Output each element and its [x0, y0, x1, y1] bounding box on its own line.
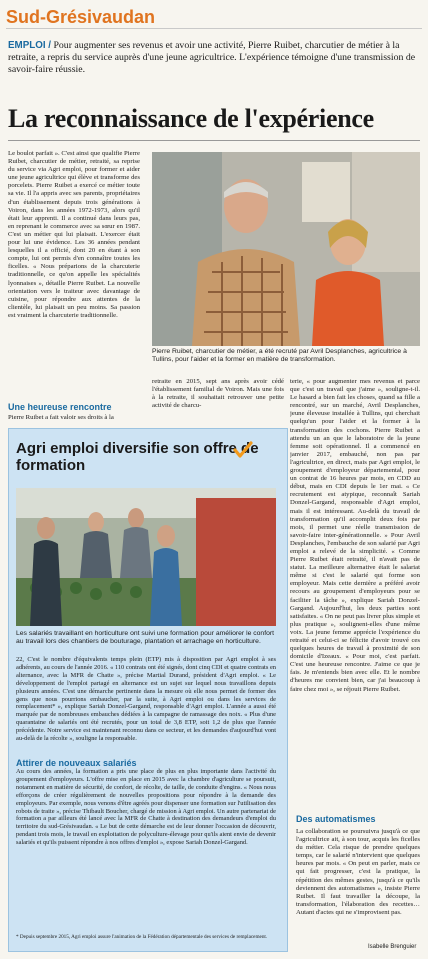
section-title: Sud-Grésivaudan	[6, 7, 156, 27]
article-column-4: La collaboration se poursuivra jusqu'à ce que l'agricultrice ait, à son tour, acquis les ficelles du métier. Cela risque de prendre quelques temps, car le salarié n'intervient que quelques heures par mois. « On peut en parler, mais ce qui fait progresser, c'est la pratique, la répétition des mêmes gestes, jusqu'à ce qu'ils deviennent des automatismes », insiste Pierre Ruibet. Il faut travailler la découpe, la transformation, l'élaboration des recettes… Autant d'actes qui ne s'improvisent pas.	[296, 828, 420, 916]
article-column-1: Le boulot parfait ». C'est ainsi que qualifie Pierre Ruibet, charcutier de métier, retraité, sa reprise du service via Agri emploi, pour former et aider une jeune agricultrice qui élève et transforme des porcelets. Pierre Ruibet a exercé ce métier toute sa vie. Il l'a appris avec ses parents, propriétaires d'un établissement depuis trois générations à Voiron, dans les années 1972-1973, alors qu'il était leur apprenti. Il a continué dans leurs pas, en reprenant le commerce avec sa sœur en 1987. C'est un métier qui lui plaisait. L'exercer était pour lui une évidence. Les 36 années pendant lesquelles il a officié, dont 20 en étant à son compte, lui ont permis d'en connaître toutes les ficelles. « Nous préparions de la charcuterie traditionnelle, ce qu'on appelle les spécialités lyonnaises », détaille Pierre Ruibet. La nouvelle orientation vers le traiteur avec davantage de cuisine, pour répondre aux attentes de la clientèle, lui plaisait un peu moins. Sa passion est vraiment la charcuterie traditionnelle.	[8, 150, 140, 319]
box-text-2: Au cours des années, la formation a pris une place de plus en plus importante dans l'activité du groupement d'employeurs. L'offre mise en place en 2015 avec la chambre d'agriculture se poursuit, notamment en matière de sécurité, de confort, de récolte, de taille, de conduite d'engins. « Nous nous efforçons de créer régulièrement de nouvelles propositions pour répondre à la demande des employeurs. Par exemple, nous venons d'être agréés pour dispenser une formation sur l'utilisation des robots de traite », précise Thibault Boucher, chargé de mission à Agri emploi. Un autre partenariat de formation a par ailleurs été lancé avec la MFR de Chatte à destination des demandeurs d'emploi du territoire du sud-Grésivaudan. « Le but de cette démarche est de leur donner l'occasion de découvrir, pendant trois mois, le travail en exploitation de polyculture-élevage pour qu'ils aient envie de devenir salariés et qu'ils puissent répondre à nos offres d'emploi », expose Sariah Donzel-Gargand.	[16, 768, 276, 847]
subhead-attirer-salaries: Attirer de nouveaux salariés	[16, 758, 137, 768]
subhead-automatismes: Des automatismes	[296, 814, 376, 824]
title-divider	[8, 140, 420, 141]
lead-paragraph	[8, 40, 420, 76]
article-column-3: terie, « pour augmenter mes revenus et parce que c'est un travail que j'aime », souligne-t-il. Le hasard a bien fait les choses, quand sa fille a rencontré, sur un marché, Avril Desplanches, jeune éleveuse installée à Tullins, qui cherchait quelqu'un pour l'aider et la former à la transformation des cochons. Pierre Ruibet a attendu un an que le laboratoire de la jeune femme soit opérationnel. Il a commencé en janvier 2017, embauché, non pas par l'agricultrice, en direct, mais par Agri emploi, le groupement d'employeur départemental, pour un contrat de 16 heures par mois, en CDD au début, mais en CDI depuis le 1er mai. « Ce recrutement est atypique, reconnaît Sariah Donzel-Gargand, responsable d'Agri emploi, mais il est intéressant. Au-delà du travail de transformation qu'il accomplit deux fois par mois, il permet une réelle transmission de savoir-faire inter-générationnelle. » Pour Avril Desplanches, l'embauche de son salarié par Agri emploi a relevé de la simplicité. « Comme Pierre Ruibet était retraité, il n'avait pas de statut. La meilleure alternative était le salariat même si c'est le salarié qui forme son employeur. Mais cette dernière a préféré avoir recours au groupement d'employeurs pour se faciliter la tâche », explique Sariah Donzel-Gargand. Aujourd'hui, les deux parties sont satisfaites. « On ne peut pas livrer plus simple et plus pratique », soulignent-elles d'une même voix. La jeune femme apprécie l'expérience du retraité et celui-ci se félicite d'avoir trouvé ces quelques heures de travail à proximité de son domicile d'Izeaux. « Pour moi, c'est parfait. C'est une heureuse rencontre. J'aime ce que je fais. Je m'entends bien avec elle. Et le nombre d'heures me convient bien, car j'ai beaucoup à faire chez moi », se réjouit Pierre Ruibet.	[290, 378, 420, 693]
checkmark-icon	[233, 441, 253, 459]
box-title: Agri emploi diversifie son offre de formation	[16, 440, 259, 474]
subhead-heureuse-rencontre: Une heureuse rencontre	[8, 402, 112, 412]
article-column-2: retraite en 2015, sept ans après avoir cédé l'établissement familial de Voiron. Mais une fois à la retraite, il souhaitait retrouver une petite activité de charcu-	[152, 378, 284, 410]
photo-pierre-ruibet-avril-desplanches	[152, 152, 420, 346]
photo-caption-2: Les salariés travaillant en horticulture ont suivi une formation pour améliorer le confort au travail lors des chantiers de bouturage, plantation et arrachage en horticulture.	[16, 630, 275, 646]
box-text-1: 22, C'est le nombre d'équivalents temps plein (ETP) mis à disposition par Agri emploi à ses adhérents, au cours de l'année 2016. « 110 contrats ont été signés, dont cinq CDI et quatre contrats en alternance, avec la MFR de Chatte », précise Martial Durand, président d'Agri emploi. « Le développement de l'emploi partagé en alternance est un sujet sur lequel nous travaillons depuis plusieurs années. C'est une démarche pertinente dans la mesure où elle nous permet de former des gens que nous pourrions embaucher, par la suite, à Agri emploi ou dans les services de remplacement* », explique Sariah Donzel-Gargand, responsable d'Agri emploi. L'année a aussi été marquée par de nombreuses embauches dédiées à la campagne de ramassage des noix. « Plus d'une quarantaine de salariés ont été recrutés, pour un total de 3,8 ETP, soit 1,2 de plus que l'année précédente. Notre service est maintenant reconnu dans ce secteur, et les demandes d'aujourd'hui vont au-delà de la récolte », souligne la responsable.	[16, 656, 276, 743]
box-footnote: * Depuis septembre 2015, Agri emploi assure l'animation de la Fédération départementale des services de remplacement.	[16, 934, 268, 940]
photo-horticulture-training	[16, 488, 276, 626]
photo-caption-1: Pierre Ruibet, charcutier de métier, a été recruté par Avril Desplanches, agricultrice à Tullins, pour l'aider et la former en matière de transformation.	[152, 348, 407, 364]
lead-kicker: EMPLOI /	[8, 40, 52, 51]
author-byline: Isabelle Brenguier	[368, 944, 417, 950]
section-header	[6, 6, 422, 29]
article-column-1-tail: Pierre Ruibet a fait valoir ses droits à la	[8, 414, 114, 421]
article-title: La reconnaissance de l'expérience	[8, 104, 374, 133]
lead-text: Pour augmenter ses revenus et avoir une activité, Pierre Ruibet, charcutier de métier à la retraite, a repris du service auprès d'une jeune agricultrice. L'expérience témoigne d'une transmission de savoir-faire réussie.	[8, 40, 416, 75]
